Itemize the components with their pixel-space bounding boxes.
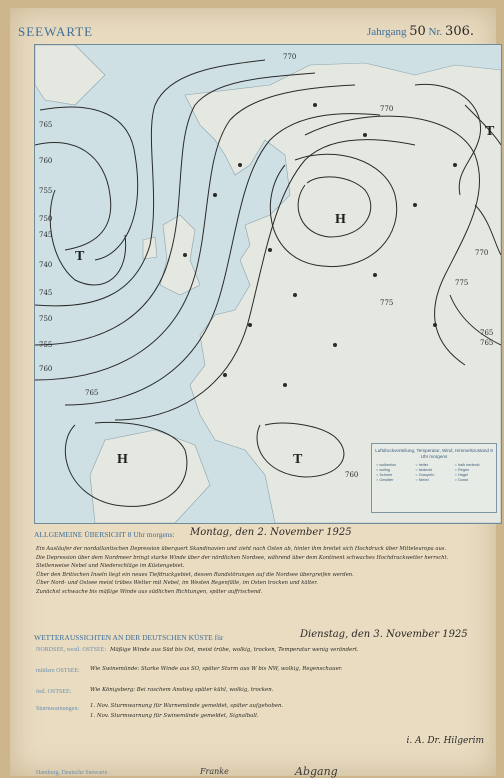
overview-line: Stellenweise Nebel und Niederschläge im Küstengebiet.	[36, 563, 185, 569]
legend-item: ○ Graupeln	[415, 473, 452, 477]
handwritten-stamp: Abgang	[295, 765, 338, 778]
isobar-label: 770	[475, 249, 489, 257]
isobar-label: 755	[39, 341, 53, 349]
station-marker	[363, 133, 367, 137]
iberia-shape	[90, 430, 210, 523]
station-marker	[248, 323, 252, 327]
isobar-line	[50, 190, 125, 285]
low-pressure-symbol: T	[75, 249, 85, 264]
isobar-line	[40, 107, 138, 260]
isobar-label: 760	[39, 365, 53, 373]
station-marker	[283, 383, 287, 387]
handwritten-note: Franke	[200, 767, 229, 776]
station-marker	[373, 273, 377, 277]
overview-line: Ein Ausläufer der nordatlantischen Depression überquert Skandinavien und zieht nach Osten ab, hinter ihm breitet sich Hochdruck über Mitteleuropa aus.	[36, 546, 447, 552]
publisher-footer: Hamburg, Deutsche Seewarte	[36, 770, 108, 776]
warnings-label: Sturmwarnungen:	[36, 706, 79, 712]
legend-item: ○ Dunst	[455, 478, 492, 482]
station-marker	[313, 103, 317, 107]
station-marker	[268, 248, 272, 252]
legend-item: ○ bedeckt	[415, 468, 452, 472]
isobar-label: 770	[380, 105, 394, 113]
overview-date: Montag, den 2. November 1925	[190, 527, 352, 538]
isobar-label: 770	[283, 53, 297, 61]
isobar-label: 760	[345, 471, 359, 479]
station-marker	[293, 293, 297, 297]
volume-number: 50	[409, 24, 426, 39]
high-pressure-symbol: H	[117, 452, 128, 467]
legend-items	[372, 460, 496, 485]
publication-title: SEEWARTE	[18, 24, 94, 39]
isobar-label: 765	[85, 389, 99, 397]
legend-item: ○ Schnee	[376, 473, 413, 477]
station-marker	[238, 163, 242, 167]
isobar-label: 750	[39, 315, 53, 323]
signature: i. A. Dr. Hilgerim	[406, 736, 484, 746]
overview-text	[36, 545, 496, 596]
area-label: mittlere OSTSEE:	[36, 668, 80, 674]
britain-shape	[160, 215, 200, 295]
legend-item: ○ wolkenlos	[376, 463, 413, 467]
isobar-label: 765	[480, 339, 494, 347]
number-label: Nr.	[428, 26, 443, 38]
legend-item: ○ heiter	[415, 463, 452, 467]
station-marker	[183, 253, 187, 257]
isobar-label: 765	[39, 121, 53, 129]
legend-item: ○ wolkig	[376, 468, 413, 472]
low-pressure-symbol: T	[293, 452, 303, 467]
low-pressure-symbol: T	[485, 124, 495, 139]
area-forecast: Wie Königsberg: Bei raschem Anstieg später kühl, wolkig, trocken.	[90, 687, 274, 693]
overview-line: Über Nord- und Ostsee meist trübes Wetter mit Nebel, im Westen Regenfälle, im Osten trocken und kälter.	[36, 580, 318, 586]
station-marker	[213, 193, 217, 197]
station-marker	[333, 343, 337, 347]
legend-item: ○ Nebel	[415, 478, 452, 482]
forecast-date: Dienstag, den 3. November 1925	[300, 629, 468, 640]
isobar-label: 775	[455, 279, 469, 287]
isobar-label: 745	[39, 231, 53, 239]
station-marker	[433, 323, 437, 327]
legend-item: ○ halb bedeckt	[455, 463, 492, 467]
legend-item: ○ Gewitter	[376, 478, 413, 482]
issue-info	[367, 24, 474, 39]
isobar-label: 745	[39, 289, 53, 297]
overview-line: Über den Britischen Inseln liegt ein neues Tiefdruckgebiet, dessen Randstörungen auf die Nordsee übergreifen werden.	[36, 571, 354, 578]
legend-item: ○ Hagel	[455, 473, 492, 477]
warning-line: 1. Nov. Sturmwarnung für Swinemünde gemeldet, Signalball.	[90, 713, 259, 719]
iceland-shape	[35, 45, 105, 105]
volume-label: Jahrgang	[366, 26, 407, 38]
issue-number: 306.	[445, 24, 474, 39]
warning-line: 1. Nov. Sturmwarnung für Warnemünde gemeldet, später aufgehoben.	[90, 703, 284, 709]
isobar-label: 760	[39, 157, 53, 165]
map-legend	[371, 443, 497, 513]
area-forecast: Wie Swinemünde: Starke Winde aus SO, später Sturm aus W bis NW, wolkig, Regenschauer.	[90, 666, 343, 672]
masthead	[16, 18, 486, 44]
area-label: östl. OSTSEE:	[36, 689, 72, 695]
legend-title: Luftdruckverteilung, Temperatur, Wind, Himmelszustand 8 Uhr morgens	[375, 448, 493, 459]
forecast-heading: WETTERAUSSICHTEN AN DER DEUTSCHEN KÜSTE für	[34, 633, 224, 642]
overview-line: Die Depression über dem Nordmeer bringt starke Winde über der nördlichen Nordsee, während über dem Kontinent schwaches Hochdruckwetter herrscht.	[36, 554, 449, 561]
isobar-label: 750	[39, 215, 53, 223]
station-marker	[453, 163, 457, 167]
area-forecast: Mäßige Winde aus Süd bis Ost, meist trübe, wolkig, trocken, Temperatur wenig verändert.	[110, 647, 359, 653]
isobar-label: 775	[380, 299, 394, 307]
ireland-shape	[143, 237, 157, 259]
isobar-label: 765	[480, 329, 494, 337]
overview-heading: ALLGEMEINE ÜBERSICHT 8 Uhr morgens:	[34, 530, 175, 539]
overview-line: Zunächst schwache bis mäßige Winde aus südlichen Richtungen, später auffrischend.	[36, 588, 263, 595]
isobar-label: 755	[39, 187, 53, 195]
synoptic-map	[34, 44, 502, 524]
area-label: NORDSEE, westl. OSTSEE:	[36, 647, 107, 653]
legend-item: ○ Regen	[455, 468, 492, 472]
station-marker	[223, 373, 227, 377]
station-marker	[413, 203, 417, 207]
isobar-label: 740	[39, 261, 53, 269]
high-pressure-symbol: H	[335, 212, 346, 227]
